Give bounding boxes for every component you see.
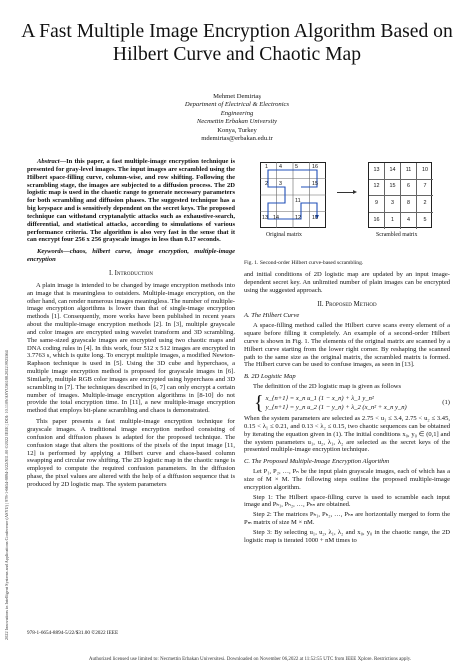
- subsection-hilbert: A. The Hilbert Curve: [244, 312, 300, 320]
- step-3: Step 3: By selecting u₁, u₂, λ₁, λ₂ and x₀, y₀ in the chaotic range, the 2D logistic map is iterated 1000 + nM times to: [244, 528, 450, 544]
- author-block: [150, 93, 324, 143]
- abstract-text: —In this paper, a fast multiple-image encryption technique is presented for gray-level images. The input images are scrambled using the Hilbert space-filling curve, column-wise, and row shifting. Following the scrambling stage, the images are subjected to a diffusion process. The 2D logistic map is used in the chaotic range to generate necessary parameters for both scrambling and diffusion phases. The suggested technique has a big keyspace and is sensitively dependent on the secret keys. The proposed technique can withstand cryptanalytic attacks such as exhaustive-search, differential, and statistical attacks, according to simulations of various performance criteria. The algorithm is also very fast in the sense that it can encrypt four 256 x 256 grayscale images in less than 0.17 seconds.: [27, 158, 235, 244]
- intro-paragraph-2: This paper presents a fast multiple-image encryption technique for grayscale images. A traditional image encryption method consisting of confusion and diffusion phases is adapted for the proposed technique. The confusion stage that alters the positions of the pixels of the input image [11, 12] is performed by applying a Hilbert curve and chaos-based column swapping and circular row shifting. The 2D logistic map in the chaotic range is employed to compute the required confusion parameters. In the diffusion phase, the pixel values are altered with the help of a diffusion sequence that is produced by 2D logistic map. The system parameters: [27, 418, 235, 488]
- grid-number: 14: [273, 215, 279, 221]
- grid-number: 10: [312, 215, 318, 221]
- hilbert-paragraph: A space-filling method called the Hilbert curve scans every element of a square before filling it completely. An example of a second-order Hilbert curve is shown in Fig. 1. The elements of the original matrix are scanned by a Hilbert curve starting from the lower right corner. By reshaping the scanned path to the same size as the original matrix, the scrambled matrix is formed. The Hilbert curve can be used to confuse images, as seen in [13].: [244, 322, 450, 369]
- grid-number: 16: [312, 164, 318, 170]
- grid-number: 5: [295, 164, 298, 170]
- arrow-icon: [337, 192, 355, 193]
- scrambled-cell: 6: [401, 180, 417, 197]
- author-university: Necmettin Erbakan University: [196, 118, 278, 126]
- equation-line-1: x_{n+1} = x_n u_1 (1 − x_n) + λ_1 y_n²: [265, 394, 374, 402]
- method-heading: II. Proposed Method: [317, 300, 377, 308]
- scrambled-cell: 14: [385, 163, 401, 180]
- scrambled-cell: 15: [385, 180, 401, 197]
- grid-number: 11: [295, 198, 301, 204]
- step-1: Step 1: The Hilbert space-filling curve is used to scramble each input image and Pₕ₁, Pₕ₂, …, Pₕₙ are obtained.: [244, 493, 450, 509]
- scrambled-cell: 4: [401, 213, 417, 230]
- grid-number: 2: [265, 181, 268, 187]
- abstract-label: Abstract: [37, 158, 60, 165]
- scrambled-cell: 1: [385, 213, 401, 230]
- figure-caption: Fig. 1. Second-order Hilbert curve-based scrambling.: [244, 260, 364, 266]
- scrambled-cell: 2: [417, 196, 433, 213]
- license-footer: Authorized licensed use limited to: Necmettin Erbakan Universitesi. Downloaded on November 06,2022 at 11:52:55 UTC from IEEE Xplore. Restrictions apply.: [88, 657, 412, 662]
- scrambled-cell: 9: [369, 196, 385, 213]
- brace-icon: {: [254, 391, 264, 414]
- intro-heading: I. Introduction: [108, 269, 154, 277]
- abstract: [27, 158, 235, 244]
- paper-title: A Fast Multiple Image Encryption Algorithm Based on Hilbert Curve and Chaotic Map: [21, 21, 453, 65]
- scrambled-matrix-label: Scrambled matrix: [376, 232, 418, 238]
- author-department-2: Engineering: [220, 109, 254, 117]
- author-location: Konya, Turkey: [217, 126, 257, 134]
- original-matrix-figure: [260, 162, 326, 228]
- author-department: Department of Electrical & Electronics: [184, 101, 290, 109]
- step-2: Step 2: The matrices Pₕ₁, Pₕ₂, …, Pₕₙ are horizontally merged to form the Pₘ matrix of size M × nM.: [244, 511, 450, 527]
- grid-number: 12: [295, 215, 301, 221]
- scrambled-cell: 10: [417, 163, 433, 180]
- scrambled-cell: 7: [417, 180, 433, 197]
- intro-paragraph-1: A plain image is intended to be changed by image encryption methods into an image that is meaningless to outsiders. Multiple-image encryption, on the other hand, can render numerous images meaningless. The number of multiple-image encryption algorithms is lower than that of single-image encryption methods [1]. Consequently, more works have been published in recent years about the multiple-image encryption methods [2]. In [3], multiple grayscale and color images are encrypted using wavelet transform and 3D scrambling. The same-sized grayscale images are encrypted using two chaotic maps and DNA coding rules in [4]. In this work, four 512 x 512 images are encrypted in 3.7763 s, which is quite long. To encrypt multiple images, a modified Newton-Raphson technique is used in [5]. Using the 3D cube and hyperchaos, a multiple image encryption method is proposed for grayscale images in [6]. Similarly, multiple RGB color images are encrypted using hyperchaos and 3D scrambling in [7]. The techniques described in [6, 7] can only encrypt a certain number of images. Multiple-image encryption algorithms in [8-10] do not provide the total encryption time. In [11], a new multiple-image encryption method that employs bit-plane scrambling and chaos is demonstrated.: [27, 281, 235, 415]
- scrambled-cell: 12: [369, 180, 385, 197]
- scrambled-cell: 5: [423, 216, 427, 223]
- grid-number: 4: [279, 164, 282, 170]
- scrambled-cell: 13: [369, 163, 385, 180]
- algorithm-paragraph: Let P₁, P₂, …, Pₙ be the input plain grayscale images, each of which has a size of M × M. The following steps outline the proposed multiple-image encryption algorithm.: [244, 468, 450, 491]
- scrambled-matrix-figure: [368, 162, 432, 228]
- equation-1: [254, 391, 450, 414]
- original-matrix-label: Original matrix: [266, 232, 302, 238]
- grid-number: 1: [265, 164, 268, 170]
- keywords: Keywords—chaos, hilbert curve, image encryption, multiple-image encryption: [27, 248, 235, 264]
- subsection-algorithm: C. The Proposed Multiple-Image Encryption Algorithm: [244, 458, 390, 466]
- right-column: [244, 158, 450, 545]
- subsection-logistic: B. 2D Logistic Map: [244, 373, 296, 381]
- left-column: [27, 158, 235, 489]
- equation-number: (1): [442, 399, 450, 407]
- side-doi-strip: [2, 160, 12, 640]
- side-doi-text: 2022 Innovations in Intelligent Systems and Applications Conference (ASYU) | 978-1-6654-8894-5/22/$31.00 ©2022 IEEE | DOI: 10.1109/ASYU56188.2022.9925564: [4, 350, 9, 640]
- grid-number: 3: [279, 181, 282, 187]
- author-email: mdemirtas@erbakan.edu.tr: [201, 135, 273, 143]
- right-paragraph-continued: and initial conditions of 2D logistic map are updated by an input image-dependent secret key. An unlimited number of plain images can be encrypted using the suggested approach.: [244, 271, 450, 294]
- author-name: Mehmet Demirtaş: [213, 93, 261, 100]
- grid-number: 15: [312, 181, 318, 187]
- scrambled-cell: 16: [369, 213, 385, 230]
- scrambled-cell: 11: [401, 163, 417, 180]
- logistic-paragraph: The definition of the 2D logistic map is given as follows: [253, 383, 402, 391]
- scrambled-cell: 3: [385, 196, 401, 213]
- grid-number: 13: [262, 215, 268, 221]
- logistic-paragraph-2: When the system parameters are selected as 2.75 < u₁ ≤ 3.4, 2.75 < u₂ ≤ 3.45, 0.15 < λ₁ ≤ 0.21, and 0.13 < λ₂ ≤ 0.15, two chaotic sequences can be obtained by iterating the equation given in (1). The initial conditions x₀, y₀ ∈ (0,1] and the system parameters u₁, u₂, λ₁, λ₂ are selected as the secret keys of the presented multiple-image encryption technique.: [244, 414, 450, 454]
- figure-1: [244, 158, 450, 258]
- equation-line-2: y_{n+1} = y_n u_2 (1 − y_n) + λ_2 (x_n² + x_n y_n): [265, 403, 407, 411]
- scrambled-cell: 8: [401, 196, 417, 213]
- isbn-footer: 978-1-6654-8894-5/22/$31.00 ©2022 IEEE: [27, 630, 119, 636]
